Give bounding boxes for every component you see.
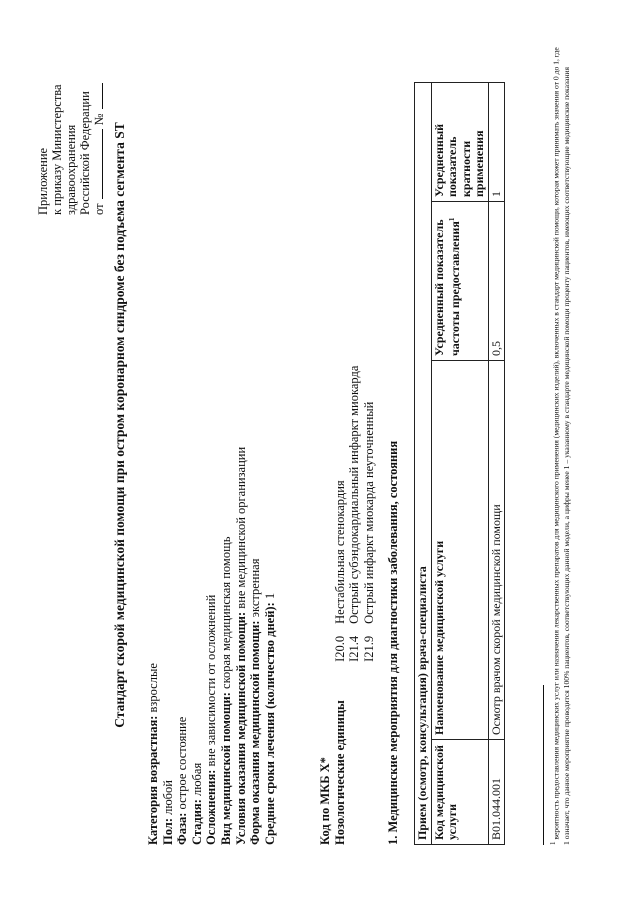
icd-nosology-row — [333, 366, 377, 845]
footnote-ref: 1 — [448, 217, 456, 222]
header-frequency: Усредненный показатель частоты предоставления$^1$ — [431, 202, 488, 361]
icd-item: I21.9Острый инфаркт миокарда неуточненный — [361, 401, 376, 662]
cell-multiplicity: 1 — [488, 83, 505, 202]
table-subtitle: Прием (осмотр, консультация) врача-специалиста — [415, 83, 432, 845]
icd-block — [318, 366, 376, 845]
appendix-line-2: к приказу Министерства здравоохранения — [50, 84, 78, 215]
nosology-label: Нозологические единицы — [332, 700, 347, 845]
icd-code-list — [333, 366, 377, 662]
table-header-row — [431, 83, 488, 845]
services-table — [414, 82, 505, 845]
header-multiplicity: Усредненный показатель кратности применения — [431, 83, 488, 202]
standard-parameters — [146, 447, 277, 845]
cell-code: B01.044.001 — [488, 740, 505, 845]
icd-item: I21.4Острый субэндокардиальный инфаркт миокарда — [347, 365, 362, 662]
footnote-text: вероятность предоставления медицинских услуг или назначения лекарственных препаратов для медицинского применения (медицинских изделий), включенных в стандарт медицинской помощи, которая может принимать значения от 0 до 1, где 1 означает, что данное мероприятие проводится 100% пациентов, соответствующих данной модели, а цифры менее 1 – указанному в стандарте медицинской помощи проценту пациентов, имеющих соответствующие медицинские показания — [551, 47, 571, 845]
table-row — [488, 83, 505, 845]
number-blank — [102, 84, 103, 110]
footnote-marker: 1 — [549, 841, 557, 845]
appendix-block — [36, 15, 106, 215]
cell-frequency: 0,5 — [488, 202, 505, 361]
footnote — [548, 45, 572, 845]
section-heading: 1. Медицинские мероприятия для диагностики заболевания, состояния — [386, 440, 400, 845]
header-code: Код медицинской услуги — [431, 740, 488, 845]
param-care-form: Форма оказания медицинской помощи: экстренная — [248, 558, 263, 845]
icd-item: I20.0Нестабильная стенокардия — [332, 480, 347, 662]
document-title: Стандарт скорой медицинской помощи при остром коронарном синдроме без подъема сегмента ST — [112, 122, 127, 728]
appendix-number-label: № — [92, 113, 106, 126]
date-blank — [102, 129, 103, 199]
param-sex: Пол: любой — [160, 780, 175, 845]
param-phase: Фаза: острое состояние — [175, 716, 190, 845]
param-complications: Осложнения: вне зависимости от осложнений — [204, 594, 219, 845]
appendix-line-1: Приложение — [36, 147, 50, 215]
header-name: Наименование медицинской услуги — [431, 361, 488, 740]
table-subtitle-row — [415, 83, 432, 845]
appendix-from-label: от — [92, 203, 106, 215]
param-treatment-duration: Средние сроки лечения (количество дней): 1 — [262, 592, 277, 845]
appendix-line-3: Российской Федерации — [78, 91, 92, 215]
param-age: Категория возрастная: взрослые — [146, 663, 160, 845]
footnote-separator — [543, 685, 544, 845]
param-care-conditions: Условия оказания медицинской помощи: вне медицинской организации — [233, 446, 248, 845]
icd-code-row — [318, 366, 333, 845]
appendix-date-number-line — [92, 15, 106, 215]
icd-code-label: Код по МКБ X* — [318, 757, 332, 845]
param-care-type: Вид медицинской помощи: скорая медицинская помощь — [218, 536, 233, 845]
param-stage: Стадия: любая — [189, 762, 204, 845]
cell-name: Осмотр врачом скорой медицинской помощи — [488, 361, 505, 740]
